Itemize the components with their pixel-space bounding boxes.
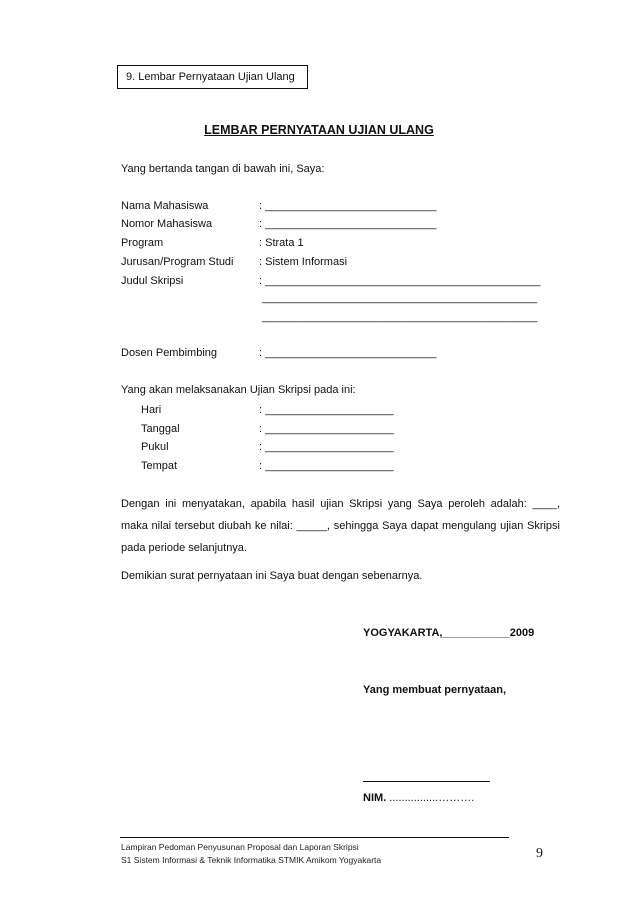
footer-rule — [120, 837, 509, 838]
exam-value-tanggal: : _____________________ — [259, 423, 394, 435]
field-label-nama: Nama Mahasiswa — [121, 200, 209, 212]
exam-intro-text: Yang akan melaksanakan Ujian Skripsi pada ini: — [121, 384, 356, 396]
intro-text: Yang bertanda tangan di bawah ini, Saya: — [121, 163, 325, 175]
nim-label: NIM. — [363, 792, 387, 804]
statement-paragraph: Dengan ini menyatakan, apabila hasil ujian Skripsi yang Saya peroleh adalah: ____, maka nilai tersebut diubah ke nilai: _____, sehingga Saya dapat mengulang ujian Skripsi pada periode selanjutnya. — [121, 498, 560, 554]
field-value-program: : Strata 1 — [259, 237, 304, 249]
field-label-judul: Judul Skripsi — [121, 275, 184, 287]
closing-text: Demikian surat pernyataan ini Saya buat dengan sebenarnya. — [121, 570, 423, 582]
footer-line-1: Lampiran Pedoman Penyusunan Proposal dan Laporan Skripsi — [121, 842, 359, 852]
signer-label: Yang membuat pernyataan, — [363, 684, 507, 696]
nim-dots: ................………. — [386, 792, 475, 804]
title-text: LEMBAR PERNYATAAN UJIAN ULANG — [204, 123, 434, 137]
field-value-judul: : _____________________________________________ — [259, 275, 541, 287]
page-title — [0, 123, 638, 137]
field-label-jurusan: Jurusan/Program Studi — [121, 256, 234, 268]
section-label-box: 9. Lembar Pernyataan Ujian Ulang — [117, 65, 308, 89]
judul-line-3: _____________________________________________ — [262, 311, 538, 323]
page-number: 9 — [536, 846, 543, 861]
field-value-nomor: : ____________________________ — [259, 218, 437, 230]
field-value-jurusan: : Sistem Informasi — [259, 256, 348, 268]
signature-line — [363, 781, 490, 782]
judul-line-2: _____________________________________________ — [262, 292, 538, 304]
exam-value-pukul: : _____________________ — [259, 441, 394, 453]
exam-value-tempat: : _____________________ — [259, 460, 394, 472]
exam-value-hari: : _____________________ — [259, 404, 394, 416]
exam-label-tempat: Tempat — [141, 460, 178, 472]
footer-line-2: S1 Sistem Informasi & Teknik Informatika STMIK Amikom Yogyakarta — [121, 855, 382, 865]
field-value-nama: : ____________________________ — [259, 200, 437, 212]
field-label-program: Program — [121, 237, 164, 249]
field-label-dosen: Dosen Pembimbing — [121, 347, 217, 359]
field-value-dosen: : ____________________________ — [259, 347, 437, 359]
exam-label-hari: Hari — [141, 404, 162, 416]
nim-row — [363, 792, 474, 804]
place-date: YOGYAKARTA,___________2009 — [363, 627, 535, 639]
field-label-nomor: Nomor Mahasiswa — [121, 218, 213, 230]
exam-label-tanggal: Tanggal — [141, 423, 180, 435]
exam-label-pukul: Pukul — [141, 441, 169, 453]
